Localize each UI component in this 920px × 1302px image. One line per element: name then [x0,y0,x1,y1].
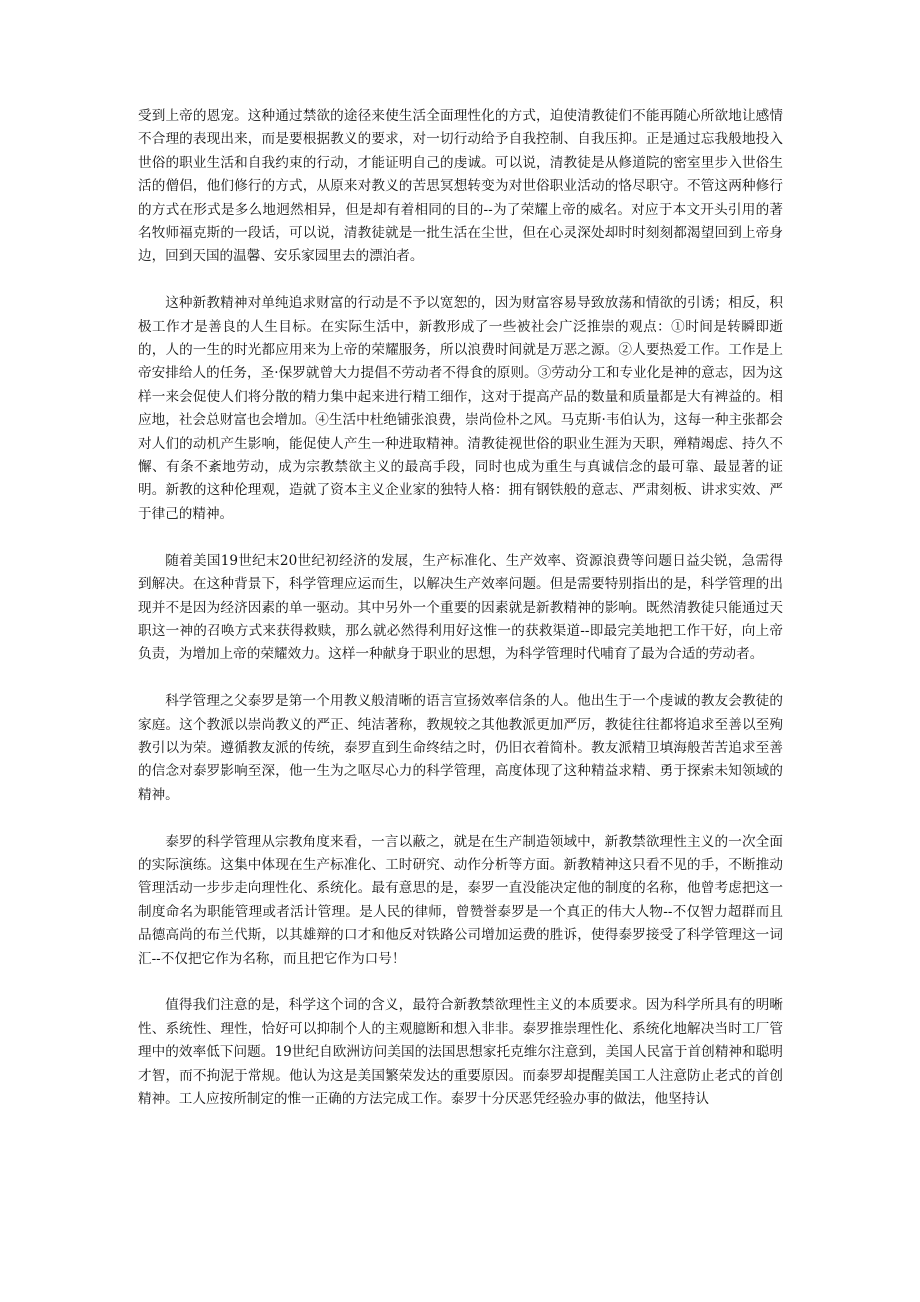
paragraph-6: 值得我们注意的是，科学这个词的含义，最符合新教禁欲理性主义的本质要求。因为科学所具有的明晰性、系统性、理性，恰好可以抑制个人的主观臆断和想入非非。泰罗推崇理性化、系统化地解决当时工厂管理中的效率低下问题。19世纪自欧洲访问美国的法国思想家托克维尔注意到，美国人民富于首创精神和聪明才智，而不拘泥于常规。他认为这是美国繁荣发达的重要原因。而泰罗却提醒美国工人注意防止老式的首创精神。工人应按所制定的惟一正确的方法完成工作。泰罗十分厌恶凭经验办事的做法，他坚持认 [138,997,783,1107]
paragraph-3: 随着美国19世纪末20世纪初经济的发展，生产标准化、生产效率、资源浪费等问题日益尖锐，急需得到解决。在这种背景下，科学管理应运而生，以解决生产效率问题。但是需要特别指出的是，科学管理的出现并不是因为经济因素的单一驱动。其中另外一个重要的因素就是新教精神的影响。既然清教徒只能通过天职这一神的召唤方式来获得救赎，那么就必然得利用好这惟一的获救渠道--即最完美地把工作干好，向上帝负责，为增加上帝的荣耀效力。这样一种献身于职业的思想，为科学管理时代哺育了最为合适的劳动者。 [138,552,783,663]
paragraph-1: 受到上帝的恩宠。这种通过禁欲的途径来使生活全面理性化的方式，迫使清教徒们不能再随心所欲地让感情不合理的表现出来，而是要根据教义的要求，对一切行动给予自我控制、自我压抑。正是通过忘我般地投入世俗的职业生活和自我约束的行动，才能证明自己的虔诚。可以说，清教徒是从修道院的密室里步入世俗生活的僧侣，他们修行的方式，从原来对教义的苦思冥想转变为对世俗职业活动的恪尽职守。不管这两种修行的方式在形式是多么地迥然相异，但是却有着相同的目的--为了荣耀上帝的威名。对应于本文开头引用的著名牧师福克斯的一段话，可以说，清教徒就是一批生活在尘世，但在心灵深处却时时刻刻都渴望回到上帝身边，回到天国的温馨、安乐家园里去的漂泊者。 [138,108,783,265]
paragraph-2: 这种新教精神对单纯追求财富的行动是不予以宽恕的，因为财富容易导致放荡和情欲的引诱；相反，积极工作才是善良的人生目标。在实际生活中，新教形成了一些被社会广泛推崇的观点：①时间是转瞬即逝的，人的一生的时光都应用来为上帝的荣耀服务，所以浪费时间就是万恶之源。②人要热爱工作。工作是上帝安排给人的任务，圣·保罗就曾大力提倡不劳动者不得食的原则。③劳动分工和专业化是神的意志，因为这样一来会促使人们将分散的精力集中起来进行精工细作，这对于提高产品的数量和质量都是大有裨益的。相应地，社会总财富也会增加。④生活中杜绝铺张浪费，崇尚俭朴之风。马克斯·韦伯认为，这每一种主张都会对人们的动机产生影响，能促使人产生一种进取精神。清教徒视世俗的职业生涯为天职，殚精竭虑、持久不懈、有条不紊地劳动，成为宗教禁欲主义的最高手段，同时也成为重生与真诚信念的最可靠、最显著的证明。新教的这种伦理观，造就了资本主义企业家的独特人格：拥有钢铁般的意志、严肃刻板、讲求实效、严于律己的精神。 [138,295,783,522]
paragraph-5: 泰罗的科学管理从宗教角度来看，一言以蔽之，就是在生产制造领域中，新教禁欲理性主义的一次全面的实际演练。这集中体现在生产标准化、工时研究、动作分析等方面。新教精神这只看不见的手，不断推动管理活动一步步走向理性化、系统化。最有意思的是，泰罗一直没能决定他的制度的名称，他曾考虑把这一制度命名为职能管理或者活计管理。是人民的律师，曾赞誉泰罗是一个真正的伟大人物--不仅智力超群而且品德高尚的布兰代斯，以其雄辩的口才和他反对铁路公司增加运费的胜诉，使得泰罗接受了科学管理这一词汇--不仅把它作为名称，而且把它作为口号！ [138,833,783,967]
paragraph-4: 科学管理之父泰罗是第一个用教义般清晰的语言宣扬效率信条的人。他出生于一个虔诚的教友会教徒的家庭。这个教派以崇尚教义的严正、纯洁著称，教规较之其他教派更加严厉，教徒往往都将追求至善以至殉教引以为荣。遵循教友派的传统，泰罗直到生命终结之时，仍旧衣着简朴。教友派精卫填海般苦苦追求至善的信念对泰罗影响至深，他一生为之呕尽心力的科学管理，高度体现了这种精益求精、勇于探索未知领域的精神。 [138,693,783,803]
document-page [138,105,783,1135]
